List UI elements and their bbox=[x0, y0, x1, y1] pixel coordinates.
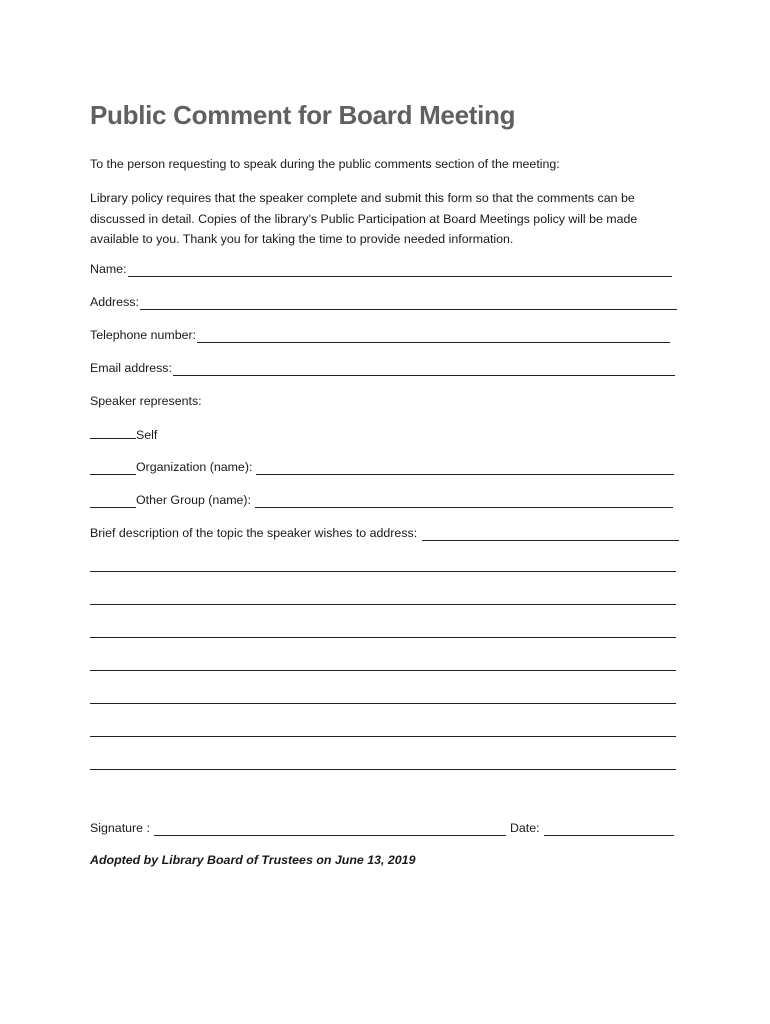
policy-line: Library policy requires that the speaker complete and submit this form so that the comments can be bbox=[90, 191, 635, 205]
address-input-line[interactable] bbox=[140, 297, 677, 310]
self-checkbox-line[interactable] bbox=[90, 426, 136, 439]
self-option[interactable] bbox=[90, 426, 157, 443]
date-label: Date: bbox=[509, 821, 540, 835]
page-title: Public Comment for Board Meeting bbox=[90, 100, 516, 130]
self-label: Self bbox=[136, 428, 158, 442]
telephone-label: Telephone number: bbox=[90, 328, 197, 342]
other-group-checkbox-line[interactable] bbox=[90, 495, 136, 508]
intro-text: To the person requesting to speak during the public comments section of the meeting: bbox=[90, 157, 560, 171]
name-input-line[interactable] bbox=[128, 264, 673, 277]
description-line[interactable] bbox=[90, 670, 676, 671]
telephone-field[interactable] bbox=[90, 327, 670, 343]
policy-paragraph bbox=[90, 188, 670, 250]
policy-line: discussed in detail. Copies of the library’s Public Participation at Board Meetings policy will be made bbox=[90, 211, 638, 226]
organization-option[interactable] bbox=[90, 459, 674, 475]
speaker-represents-heading: Speaker represents: bbox=[90, 394, 202, 408]
email-input-line[interactable] bbox=[173, 363, 675, 376]
address-label: Address: bbox=[90, 295, 139, 309]
signature-row bbox=[90, 820, 675, 836]
name-field[interactable] bbox=[90, 261, 672, 277]
other-group-option[interactable] bbox=[90, 492, 673, 508]
email-field[interactable] bbox=[90, 360, 675, 376]
address-field[interactable] bbox=[90, 294, 677, 310]
description-line[interactable] bbox=[90, 571, 676, 572]
brief-description-label: Brief description of the topic the speaker wishes to address: bbox=[90, 526, 418, 540]
description-line[interactable] bbox=[90, 769, 676, 770]
brief-description-input-line[interactable] bbox=[422, 528, 679, 541]
email-label: Email address: bbox=[90, 361, 172, 375]
policy-line: available to you. Thank you for taking the time to provide needed information. bbox=[90, 232, 514, 246]
brief-description-field[interactable] bbox=[90, 525, 679, 541]
organization-checkbox-line[interactable] bbox=[90, 462, 136, 475]
organization-label: Organization (name): bbox=[136, 460, 253, 474]
adoption-note: Adopted by Library Board of Trustees on June 13, 2019 bbox=[90, 853, 416, 867]
telephone-input-line[interactable] bbox=[197, 330, 670, 343]
description-line[interactable] bbox=[90, 736, 676, 737]
description-line[interactable] bbox=[90, 604, 676, 605]
description-line[interactable] bbox=[90, 703, 676, 704]
other-group-label: Other Group (name): bbox=[136, 493, 252, 507]
signature-label: Signature : bbox=[90, 821, 150, 835]
description-line[interactable] bbox=[90, 637, 676, 638]
date-input-line[interactable] bbox=[544, 823, 674, 836]
other-group-name-line[interactable] bbox=[255, 495, 673, 508]
name-label: Name: bbox=[90, 262, 127, 276]
organization-name-line[interactable] bbox=[256, 462, 674, 475]
signature-input-line[interactable] bbox=[154, 823, 506, 836]
